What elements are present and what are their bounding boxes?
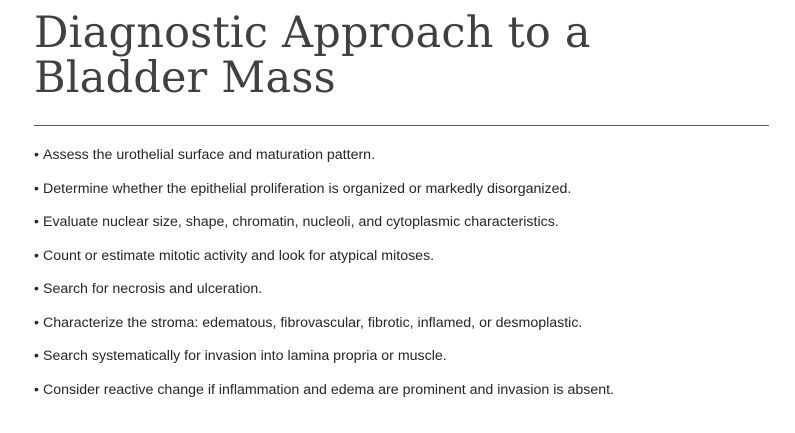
bullet-icon: • (34, 213, 39, 229)
bullet-text: Evaluate nuclear size, shape, chromatin, nucleoli, and cytoplasmic characteristics. (43, 214, 559, 230)
bullet-text: Determine whether the epithelial proliferation is organized or markedly disorganized. (43, 180, 572, 197)
bullet-text: Assess the urothelial surface and maturation pattern. (43, 147, 376, 163)
bullet-icon: • (34, 246, 39, 263)
bullet-item (34, 314, 774, 348)
slide-title: Diagnostic Approach to a Bladder Mass (34, 8, 591, 103)
bullet-text: Search for necrosis and ulceration. (43, 281, 263, 297)
bullet-icon: • (34, 347, 39, 363)
bullet-text: Search systematically for invasion into lamina propria or muscle. (43, 348, 447, 364)
bullet-icon: • (34, 380, 39, 397)
bullet-item (34, 280, 774, 314)
bullet-item (34, 347, 774, 381)
bullet-text: Consider reactive change if inflammation and edema are prominent and invasion is absent. (43, 381, 614, 398)
bullet-text: Characterize the stroma: edematous, fibrovascular, fibrotic, inflamed, or desmoplastic. (43, 314, 583, 331)
bullet-icon: • (34, 146, 39, 162)
bullet-item (34, 247, 774, 281)
bullet-icon: • (34, 179, 39, 196)
bullet-item (34, 146, 774, 180)
bullet-item (34, 213, 774, 247)
title-divider (34, 125, 769, 126)
bullet-item (34, 381, 774, 415)
bullet-item (34, 180, 774, 214)
bullet-text: Count or estimate mitotic activity and look for atypical mitoses. (43, 247, 435, 264)
bullet-list (34, 146, 774, 414)
bullet-icon: • (34, 280, 39, 296)
bullet-icon: • (34, 313, 39, 330)
